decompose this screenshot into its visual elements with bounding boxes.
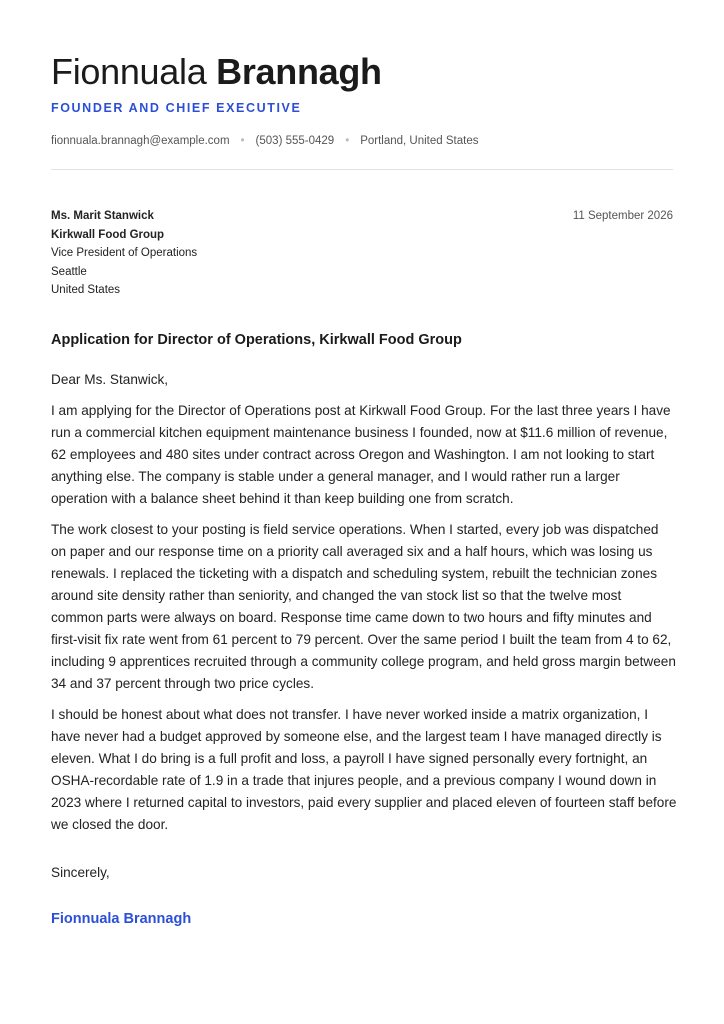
- contact-separator: •: [345, 135, 350, 147]
- contact-separator: •: [240, 135, 245, 147]
- sender-role: FOUNDER AND CHIEF EXECUTIVE: [51, 101, 302, 115]
- letter-date: 11 September 2026: [572, 210, 673, 222]
- body-paragraph: I should be honest about what does not transfer. I have never worked inside a matrix organization, I have never had a budget approved by someone else, and the largest team I have managed directly is eleven. What I do bring is a full profit and loss, a payroll I have signed personally every fortnight, an OSHA-recordable rate of 1.9 in a trade that injures people, and a previous company I wound down in 2023 where I returned capital to investors, paid every supplier and placed eleven of fourteen staff before we closed the door.: [51, 707, 677, 832]
- header-divider: [51, 169, 673, 170]
- contact-location: Portland, United States: [360, 135, 479, 147]
- salutation: Dear Ms. Stanwick,: [51, 372, 169, 387]
- recipient-title: Vice President of Operations: [51, 247, 198, 260]
- closing: Sincerely,: [51, 865, 110, 880]
- sender-first-name: Fionnuala: [51, 51, 207, 92]
- letter-body: [51, 400, 677, 845]
- signature: Fionnuala Brannagh: [51, 911, 192, 927]
- letter-subject: Application for Director of Operations, Kirkwall Food Group: [51, 332, 462, 348]
- recipient-block: [51, 207, 197, 300]
- contact-phone: (503) 555-0429: [255, 135, 335, 147]
- body-paragraph: I am applying for the Director of Operations post at Kirkwall Food Group. For the last three years I have run a commercial kitchen equipment maintenance business I founded, now at $11.6 million of revenue, 62 employees and 480 sites under contract across Oregon and Washington. I am not looking to start anything else. The company is stable under a general manager, and I would rather run a larger operation with a balance sheet behind it than keep building one from scratch.: [51, 403, 671, 506]
- recipient-name: Ms. Marit Stanwick: [51, 210, 154, 222]
- body-paragraph: The work closest to your posting is field service operations. When I started, every job was dispatched on paper and our response time on a priority call averaged six and a half hours, which was losing us renewals. I replaced the ticketing with a dispatch and scheduling system, rebuilt the technician zones around site density rather than seniority, and changed the van stock list so that the twelve most common parts were always on board. Response time came down to two hours and fifty minutes and first-visit fix rate went from 61 percent to 79 percent. Over the same period I built the team from 4 to 62, including 9 apprentices recruited through a community college program, and held gross margin between 34 and 37 percent through two price cycles.: [51, 522, 676, 691]
- cover-letter-page: [51, 0, 677, 1024]
- recipient-country: United States: [51, 284, 121, 297]
- sender-last-name: Brannagh: [216, 51, 382, 92]
- sender-name: [51, 50, 382, 94]
- contact-line: [51, 133, 478, 149]
- recipient-city: Seattle: [51, 265, 87, 278]
- contact-email: fionnuala.brannagh@example.com: [51, 135, 230, 147]
- recipient-company: Kirkwall Food Group: [51, 228, 165, 241]
